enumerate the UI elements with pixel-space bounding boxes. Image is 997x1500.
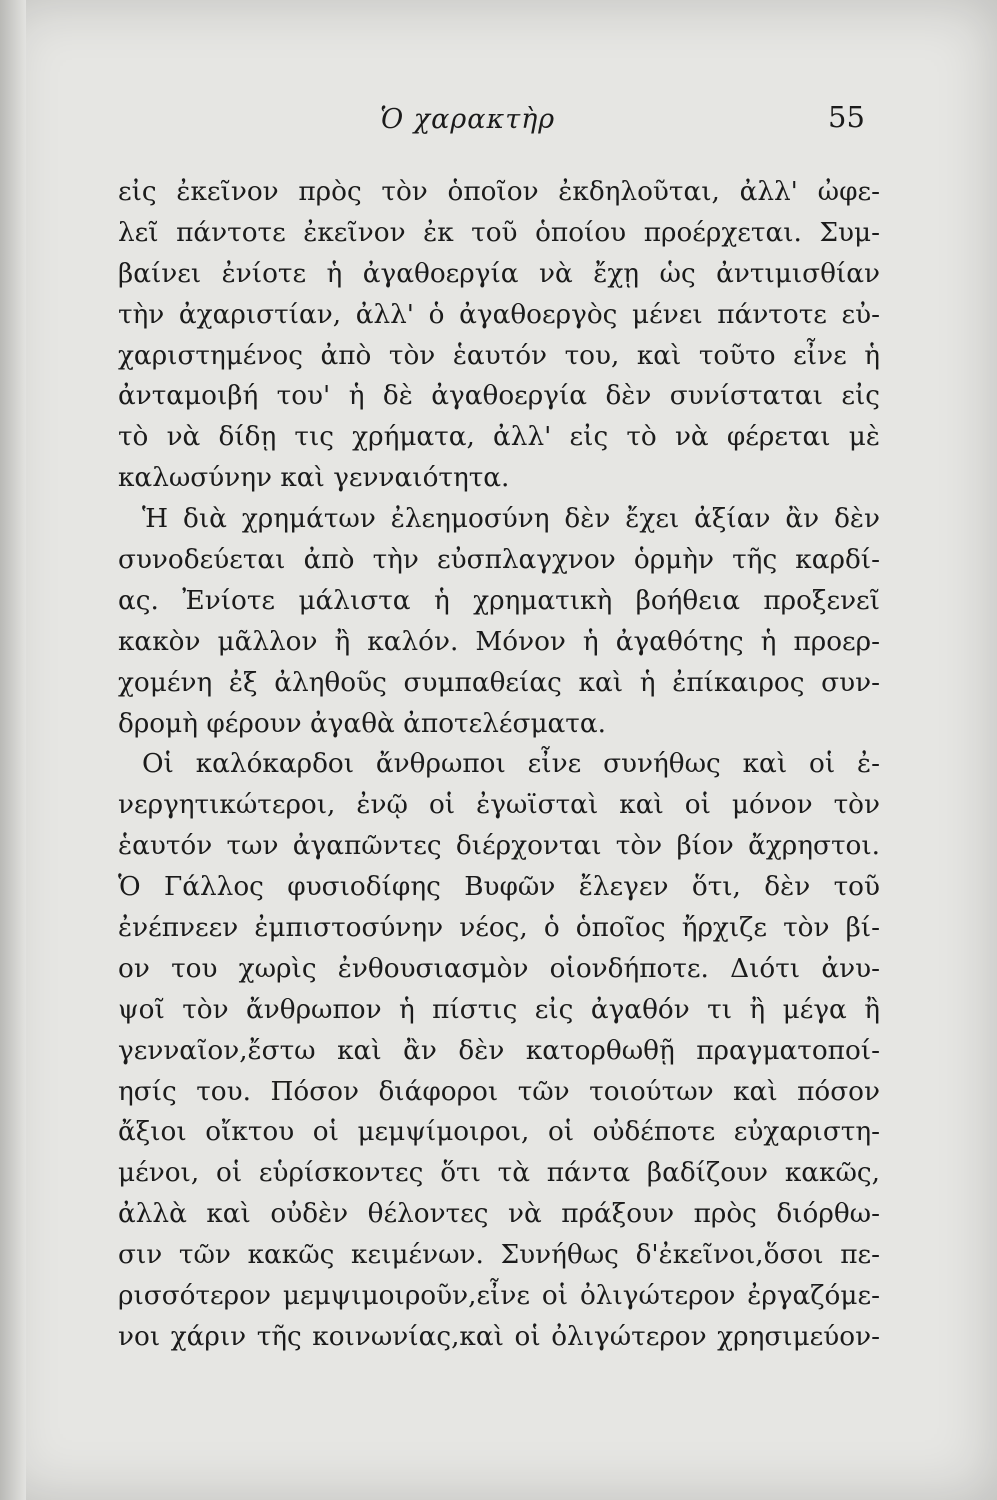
- text-line: μένοι, οἱ εὑρίσκοντες ὅτι τὰ πάντα βαδίζουν κακῶς,: [118, 1158, 880, 1189]
- text-line: ον του χωρὶς ἐνθουσιασμὸν οἱονδήποτε. Διότι ἀνυ-: [118, 953, 880, 984]
- running-title: Ὁ χαρακτὴρ: [380, 104, 556, 135]
- text-line: δρομὴ φέρουν ἀγαθὰ ἀποτελέσματα.: [118, 708, 606, 739]
- text-line: ἐνέπνεεν ἐμπιστοσύνην νέος, ὁ ὁποῖος ἤρχιζε τὸν βί-: [118, 913, 880, 944]
- page-number: 55: [828, 100, 865, 134]
- text-line: ρισσότερον μεμψιμοιροῦν,εἶνε οἱ ὀλιγώτερον ἐργαζόμε-: [118, 1281, 880, 1312]
- text-line: συνοδεύεται ἀπὸ τὴν εὐσπλαγχνον ὁρμὴν τῆς καρδί-: [118, 545, 880, 576]
- text-line: ησίς του. Πόσον διάφοροι τῶν τοιούτων καὶ πόσον: [118, 1076, 880, 1107]
- text-line: βαίνει ἐνίοτε ἡ ἀγαθοεργία νὰ ἔχῃ ὡς ἀντιμισθίαν: [118, 258, 880, 289]
- page-edge-shadow: [0, 0, 26, 1500]
- text-line: ἑαυτόν των ἀγαπῶντες διέρχονται τὸν βίον ἄχρηστοι.: [118, 831, 880, 862]
- text-line: ἀνταμοιβή του' ἡ δὲ ἀγαθοεργία δὲν συνίσταται εἰς: [118, 381, 880, 412]
- text-line: σιν τῶν κακῶς κειμένων. Συνήθως δ'ἐκεῖνοι,ὅσοι πε-: [118, 1240, 880, 1271]
- page-header: [0, 100, 997, 144]
- text-line: νεργητικώτεροι, ἐνῷ οἱ ἐγωϊσταὶ καὶ οἱ μόνον τὸν: [118, 790, 880, 821]
- text-line: εἰς ἐκεῖνον πρὸς τὸν ὁποῖον ἐκδηλοῦται, ἀλλ' ὠφε-: [118, 177, 880, 207]
- text-line: χομένη ἐξ ἀληθοῦς συμπαθείας καὶ ἡ ἐπίκαιρος συν-: [118, 667, 880, 698]
- text-line: Ἡ διὰ χρημάτων ἐλεημοσύνη δὲν ἔχει ἀξίαν ἂν δὲν: [142, 504, 880, 535]
- text-line: ἀλλὰ καὶ οὐδὲν θέλοντες νὰ πράξουν πρὸς διόρθω-: [118, 1199, 880, 1230]
- text-line: νοι χάριν τῆς κοινωνίας,καὶ οἱ ὀλιγώτερον χρησιμεύον-: [118, 1321, 880, 1352]
- text-line: καλωσύνην καὶ γενναιότητα.: [118, 463, 510, 494]
- text-line: γενναῖον,ἔστω καὶ ἂν δὲν κατορθωθῇ πραγματοποί-: [118, 1035, 880, 1066]
- body-text: [118, 172, 880, 1358]
- text-line: τὸ νὰ δίδῃ τις χρήματα, ἀλλ' εἰς τὸ νὰ φέρεται μὲ: [118, 422, 880, 453]
- text-line: κακὸν μᾶλλον ἢ καλόν. Μόνον ἡ ἀγαθότης ἡ προερ-: [118, 626, 880, 657]
- text-line: ἄξιοι οἴκτου οἱ μεμψίμοιροι, οἱ οὐδέποτε εὐχαριστη-: [118, 1117, 880, 1148]
- text-line: τὴν ἀχαριστίαν, ἀλλ' ὁ ἀγαθοεργὸς μένει πάντοτε εὐ-: [118, 299, 880, 330]
- text-line: ψοῖ τὸν ἄνθρωπον ἡ πίστις εἰς ἀγαθόν τι ἢ μέγα ἢ: [118, 994, 880, 1025]
- text-line: ας. Ἐνίοτε μάλιστα ἡ χρηματικὴ βοήθεια προξενεῖ: [118, 585, 880, 616]
- text-line: λεῖ πάντοτε ἐκεῖνον ἐκ τοῦ ὁποίου προέρχεται. Συμ-: [118, 217, 880, 248]
- text-line: χαριστημένος ἀπὸ τὸν ἑαυτόν του, καὶ τοῦτο εἶνε ἡ: [118, 340, 880, 371]
- text-line: Ὁ Γάλλος φυσιοδίφης Βυφῶν ἔλεγεν ὅτι, δὲν τοῦ: [118, 872, 880, 903]
- text-line: Οἱ καλόκαρδοι ἄνθρωποι εἶνε συνήθως καὶ οἱ ἐ-: [142, 749, 880, 780]
